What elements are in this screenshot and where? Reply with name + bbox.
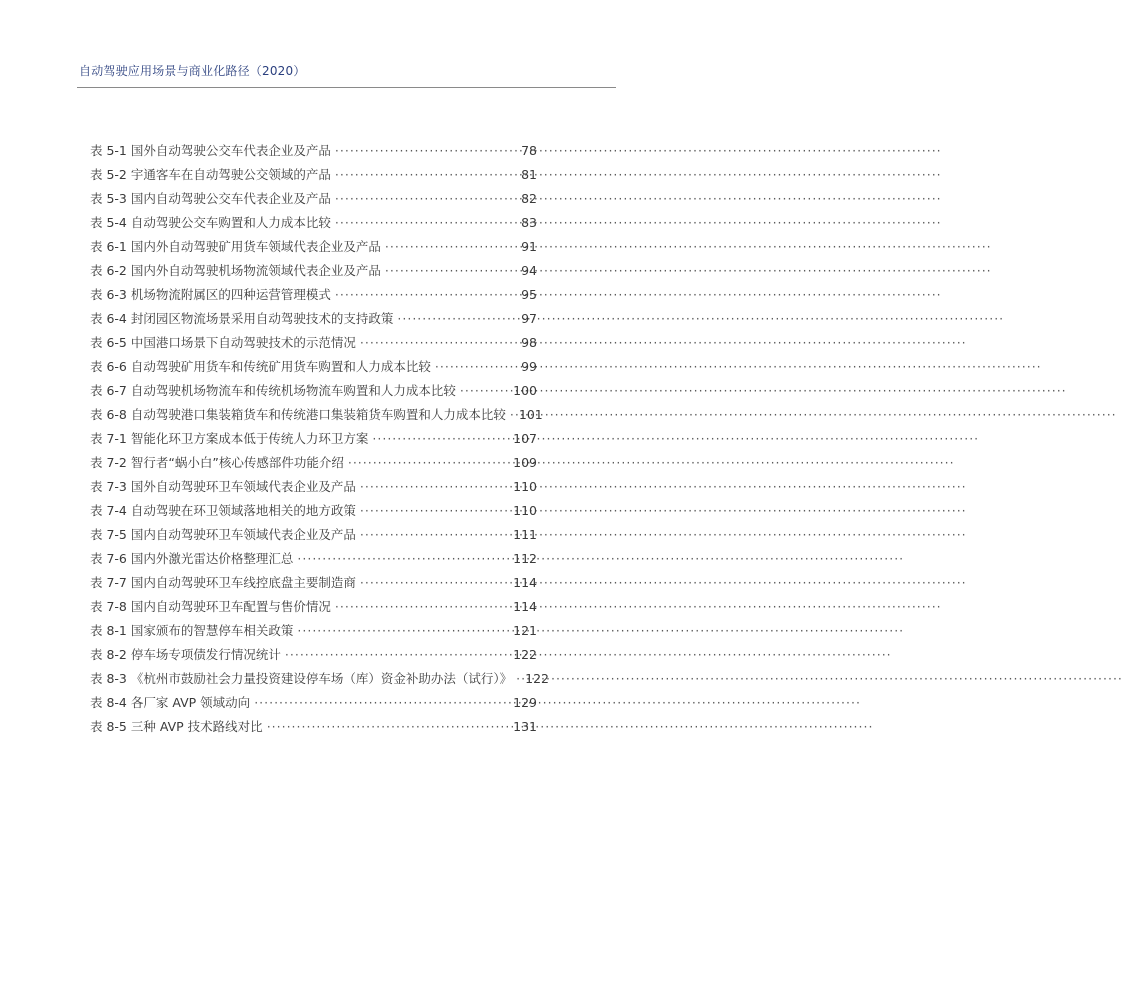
toc-entry-page-number: 122 bbox=[513, 647, 537, 662]
toc-dot-leader bbox=[368, 427, 513, 451]
toc-dot-leader bbox=[331, 187, 521, 211]
toc-entry-page-number: 98 bbox=[521, 335, 537, 350]
toc-entry-label: 表 6-8 bbox=[90, 407, 127, 422]
toc-entry-title: 自动驾驶矿用货车和传统矿用货车购置和人力成本比较 bbox=[130, 359, 431, 374]
toc-entry-label: 表 6-1 bbox=[90, 239, 127, 254]
toc-dot-leader bbox=[356, 571, 513, 595]
toc-entry[interactable] bbox=[90, 187, 537, 211]
toc-entry[interactable] bbox=[90, 139, 537, 163]
toc-entry-title: 国外自动驾驶公交车代表企业及产品 bbox=[130, 143, 331, 158]
toc-entry-label: 表 5-2 bbox=[90, 167, 127, 182]
toc-entry-label: 表 6-2 bbox=[90, 263, 127, 278]
toc-entry-page-number: 91 bbox=[521, 239, 537, 254]
toc-entry-title: 各厂家 AVP 领域动向 bbox=[130, 695, 251, 710]
toc-dot-leader bbox=[293, 547, 513, 571]
table-of-contents bbox=[90, 139, 550, 739]
toc-dot-leader bbox=[381, 259, 521, 283]
toc-entry[interactable] bbox=[90, 523, 537, 547]
toc-entry[interactable] bbox=[90, 427, 537, 451]
toc-dot-leader bbox=[331, 595, 513, 619]
toc-entry-label: 表 7-4 bbox=[90, 503, 127, 518]
toc-entry[interactable] bbox=[90, 235, 537, 259]
toc-entry-title: 国内外自动驾驶机场物流领域代表企业及产品 bbox=[130, 263, 381, 278]
toc-entry[interactable] bbox=[90, 619, 537, 643]
toc-dot-leader bbox=[281, 643, 513, 667]
toc-entry-title: 国内自动驾驶环卫车线控底盘主要制造商 bbox=[130, 575, 356, 590]
toc-entry-page-number: 129 bbox=[513, 695, 537, 710]
toc-dot-leader bbox=[512, 667, 525, 691]
toc-entry-page-number: 112 bbox=[513, 551, 537, 566]
toc-entry-label: 表 7-6 bbox=[90, 551, 127, 566]
toc-entry-page-number: 121 bbox=[513, 623, 537, 638]
toc-entry-title: 三种 AVP 技术路线对比 bbox=[130, 719, 263, 734]
toc-dot-leader bbox=[263, 715, 513, 739]
toc-entry-label: 表 6-7 bbox=[90, 383, 127, 398]
toc-entry-title: 自动驾驶港口集装箱货车和传统港口集装箱货车购置和人力成本比较 bbox=[130, 407, 506, 422]
toc-entry-page-number: 110 bbox=[513, 503, 537, 518]
toc-dot-leader bbox=[356, 475, 513, 499]
toc-entry-page-number: 97 bbox=[521, 311, 537, 326]
toc-entry-title: 《杭州市鼓励社会力量投资建设停车场（库）资金补助办法（试行）》 bbox=[130, 671, 513, 686]
toc-entry-label: 表 5-1 bbox=[90, 143, 127, 158]
toc-entry-title: 自动驾驶在环卫领域落地相关的地方政策 bbox=[130, 503, 356, 518]
toc-entry-label: 表 7-1 bbox=[90, 431, 127, 446]
toc-entry[interactable] bbox=[90, 547, 537, 571]
toc-entry[interactable] bbox=[90, 403, 543, 427]
toc-entry-label: 表 6-6 bbox=[90, 359, 127, 374]
toc-entry-title: 国家颁布的智慧停车相关政策 bbox=[130, 623, 294, 638]
toc-entry-label: 表 8-1 bbox=[90, 623, 127, 638]
toc-entry[interactable] bbox=[90, 355, 537, 379]
toc-entry-label: 表 7-7 bbox=[90, 575, 127, 590]
toc-entry-title: 停车场专项债发行情况统计 bbox=[130, 647, 281, 662]
toc-entry[interactable] bbox=[90, 451, 537, 475]
toc-entry-page-number: 101 bbox=[518, 407, 543, 422]
toc-entry-label: 表 5-3 bbox=[90, 191, 127, 206]
toc-entry-title: 机场物流附属区的四种运营管理模式 bbox=[130, 287, 331, 302]
toc-entry-page-number: 99 bbox=[521, 359, 537, 374]
toc-dot-leader bbox=[344, 451, 513, 475]
toc-entry-title: 宇通客车在自动驾驶公交领域的产品 bbox=[130, 167, 331, 182]
toc-dot-leader bbox=[356, 523, 513, 547]
toc-entry-title: 国内自动驾驶公交车代表企业及产品 bbox=[130, 191, 331, 206]
toc-entry-page-number: 109 bbox=[513, 455, 537, 470]
toc-entry-title: 自动驾驶机场物流车和传统机场物流车购置和人力成本比较 bbox=[130, 383, 456, 398]
toc-entry-page-number: 83 bbox=[521, 215, 537, 230]
toc-dot-leader bbox=[381, 235, 521, 259]
toc-entry[interactable] bbox=[90, 715, 537, 739]
toc-entry-page-number: 111 bbox=[513, 527, 537, 542]
toc-entry-page-number: 114 bbox=[513, 575, 537, 590]
toc-entry-page-number: 122 bbox=[525, 671, 550, 686]
toc-entry-label: 表 6-4 bbox=[90, 311, 127, 326]
toc-entry[interactable] bbox=[90, 499, 537, 523]
toc-entry[interactable] bbox=[90, 643, 537, 667]
toc-dot-leader bbox=[431, 355, 521, 379]
toc-entry-title: 中国港口场景下自动驾驶技术的示范情况 bbox=[130, 335, 356, 350]
toc-entry-label: 表 8-5 bbox=[90, 719, 127, 734]
toc-entry-label: 表 7-3 bbox=[90, 479, 127, 494]
running-header: 自动驾驶应用场景与商业化路径（2020） bbox=[79, 64, 306, 78]
toc-entry-title: 自动驾驶公交车购置和人力成本比较 bbox=[130, 215, 331, 230]
toc-dot-leader bbox=[331, 211, 521, 235]
toc-entry-page-number: 95 bbox=[521, 287, 537, 302]
toc-entry-label: 表 8-4 bbox=[90, 695, 127, 710]
toc-entry-title: 国内外自动驾驶矿用货车领域代表企业及产品 bbox=[130, 239, 381, 254]
toc-entry[interactable] bbox=[90, 163, 537, 187]
toc-entry-title: 国内自动驾驶环卫车领域代表企业及产品 bbox=[130, 527, 356, 542]
toc-entry-page-number: 114 bbox=[513, 599, 537, 614]
toc-entry-title: 智能化环卫方案成本低于传统人力环卫方案 bbox=[130, 431, 369, 446]
toc-entry-page-number: 131 bbox=[513, 719, 537, 734]
toc-entry[interactable] bbox=[90, 571, 537, 595]
toc-entry[interactable] bbox=[90, 331, 537, 355]
toc-dot-leader bbox=[331, 139, 521, 163]
toc-entry-page-number: 81 bbox=[521, 167, 537, 182]
toc-entry[interactable] bbox=[90, 307, 537, 331]
toc-dot-leader bbox=[250, 691, 513, 715]
toc-entry[interactable] bbox=[90, 379, 537, 403]
toc-entry-page-number: 78 bbox=[521, 143, 537, 158]
toc-entry-label: 表 7-5 bbox=[90, 527, 127, 542]
toc-entry-title: 国内自动驾驶环卫车配置与售价情况 bbox=[130, 599, 331, 614]
toc-entry-label: 表 5-4 bbox=[90, 215, 127, 230]
toc-entry[interactable] bbox=[90, 211, 537, 235]
toc-entry[interactable] bbox=[90, 667, 550, 691]
toc-entry[interactable] bbox=[90, 691, 537, 715]
toc-entry-title: 智行者“蜗小白”核心传感部件功能介绍 bbox=[130, 455, 344, 470]
toc-dot-leader bbox=[356, 331, 521, 355]
toc-dot-leader bbox=[393, 307, 521, 331]
header-rule bbox=[77, 87, 616, 88]
toc-entry-title: 封闭园区物流场景采用自动驾驶技术的支持政策 bbox=[130, 311, 394, 326]
toc-dot-leader bbox=[456, 379, 513, 403]
toc-dot-leader bbox=[506, 403, 519, 427]
toc-entry[interactable] bbox=[90, 475, 537, 499]
toc-entry-title: 国内外激光雷达价格整理汇总 bbox=[130, 551, 294, 566]
toc-entry-title: 国外自动驾驶环卫车领域代表企业及产品 bbox=[130, 479, 356, 494]
toc-entry-label: 表 6-3 bbox=[90, 287, 127, 302]
toc-dot-leader bbox=[331, 163, 521, 187]
toc-entry-label: 表 8-2 bbox=[90, 647, 127, 662]
toc-entry[interactable] bbox=[90, 595, 537, 619]
toc-entry-page-number: 94 bbox=[521, 263, 537, 278]
toc-entry-page-number: 82 bbox=[521, 191, 537, 206]
toc-entry-label: 表 8-3 bbox=[90, 671, 127, 686]
toc-dot-leader bbox=[331, 283, 521, 307]
toc-entry-label: 表 7-8 bbox=[90, 599, 127, 614]
toc-entry-page-number: 107 bbox=[513, 431, 537, 446]
toc-dot-leader bbox=[356, 499, 513, 523]
toc-entry-page-number: 100 bbox=[513, 383, 537, 398]
toc-entry-label: 表 6-5 bbox=[90, 335, 127, 350]
toc-dot-leader bbox=[293, 619, 513, 643]
toc-entry[interactable] bbox=[90, 259, 537, 283]
toc-entry-label: 表 7-2 bbox=[90, 455, 127, 470]
toc-entry-page-number: 110 bbox=[513, 479, 537, 494]
toc-entry[interactable] bbox=[90, 283, 537, 307]
